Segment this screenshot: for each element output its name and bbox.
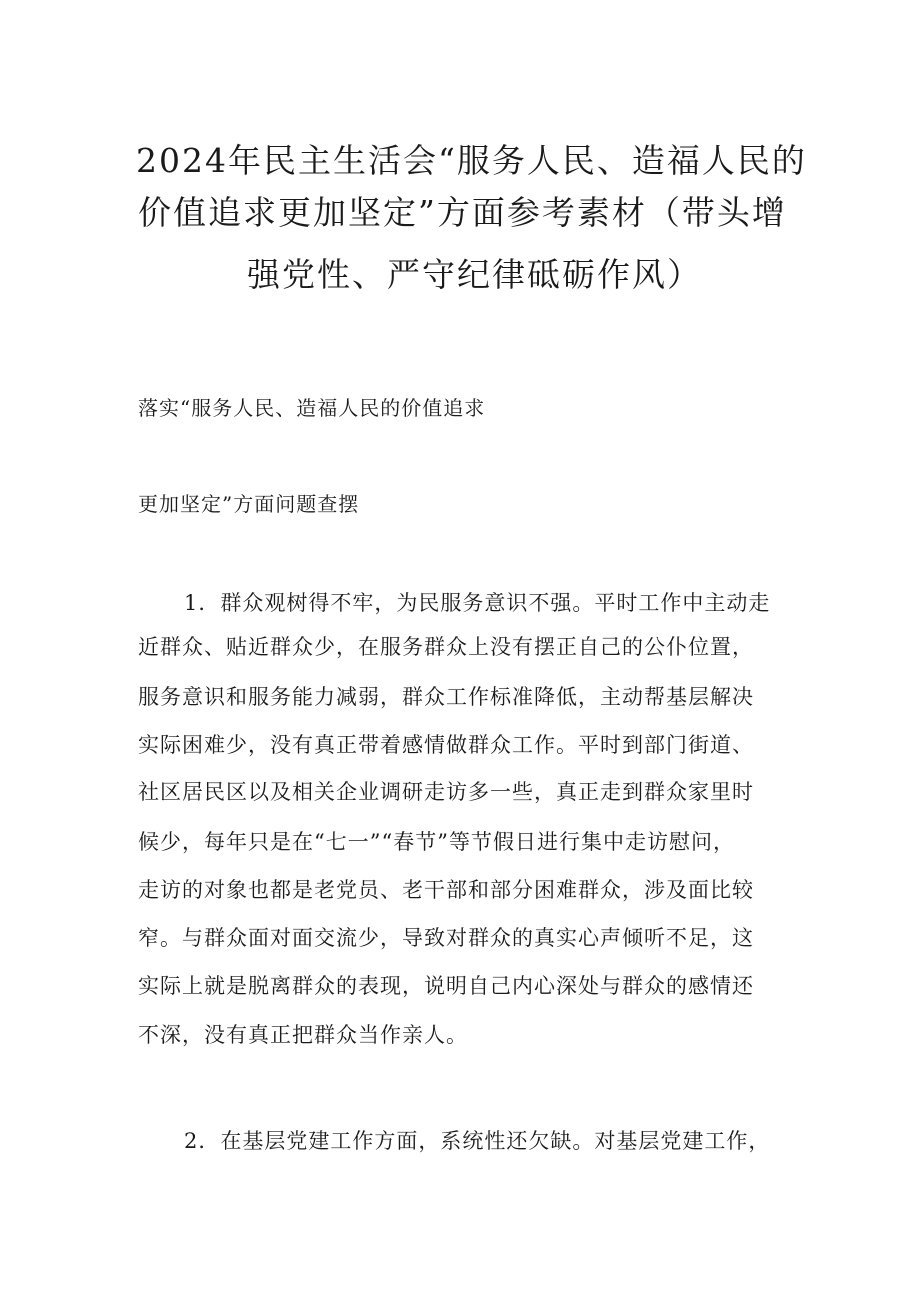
title-line: 2024年民主生活会“服务人民、造福人民的	[136, 141, 807, 180]
paragraph-line: 近群众、贴近群众少，在服务群众上没有摆正自己的公仆位置，	[138, 635, 754, 659]
paragraph-line: 候少，每年只是在“七一”“春节”等节假日进行集中走访慰问，	[138, 830, 735, 854]
paragraph-line: 社区居民区以及相关企业调研走访多一些，真正走到群众家里时	[138, 780, 754, 804]
title-line: 强党性、严守纪律砥砺作风）	[247, 255, 702, 294]
paragraph-line: 不深，没有真正把群众当作亲人。	[138, 1023, 468, 1047]
paragraph-line: 实际困难少，没有真正带着感情做群众工作。平时到部门街道、	[138, 733, 754, 757]
paragraph-line: 实际上就是脱离群众的表现，说明自己内心深处与群众的感情还	[138, 974, 754, 998]
paragraph-line: 窄。与群众面对面交流少，导致对群众的真实心声倾听不足，这	[138, 926, 754, 950]
title-line: 价值追求更加坚定”方面参考素材（带头增	[138, 193, 787, 232]
paragraph-line: 走访的对象也都是老党员、老干部和部分困难群众，涉及面比较	[138, 878, 754, 902]
paragraph-line: 1．群众观树得不牢，为民服务意识不强。平时工作中主动走	[184, 591, 771, 615]
paragraph-line: 2．在基层党建工作方面，系统性还欠缺。对基层党建工作，	[184, 1129, 771, 1153]
section-heading-line: 更加坚定”方面问题查摆	[138, 492, 360, 516]
section-heading-line: 落实“服务人民、造福人民的价值追求	[138, 396, 486, 420]
paragraph-line: 服务意识和服务能力减弱，群众工作标准降低，主动帮基层解决	[138, 685, 754, 709]
